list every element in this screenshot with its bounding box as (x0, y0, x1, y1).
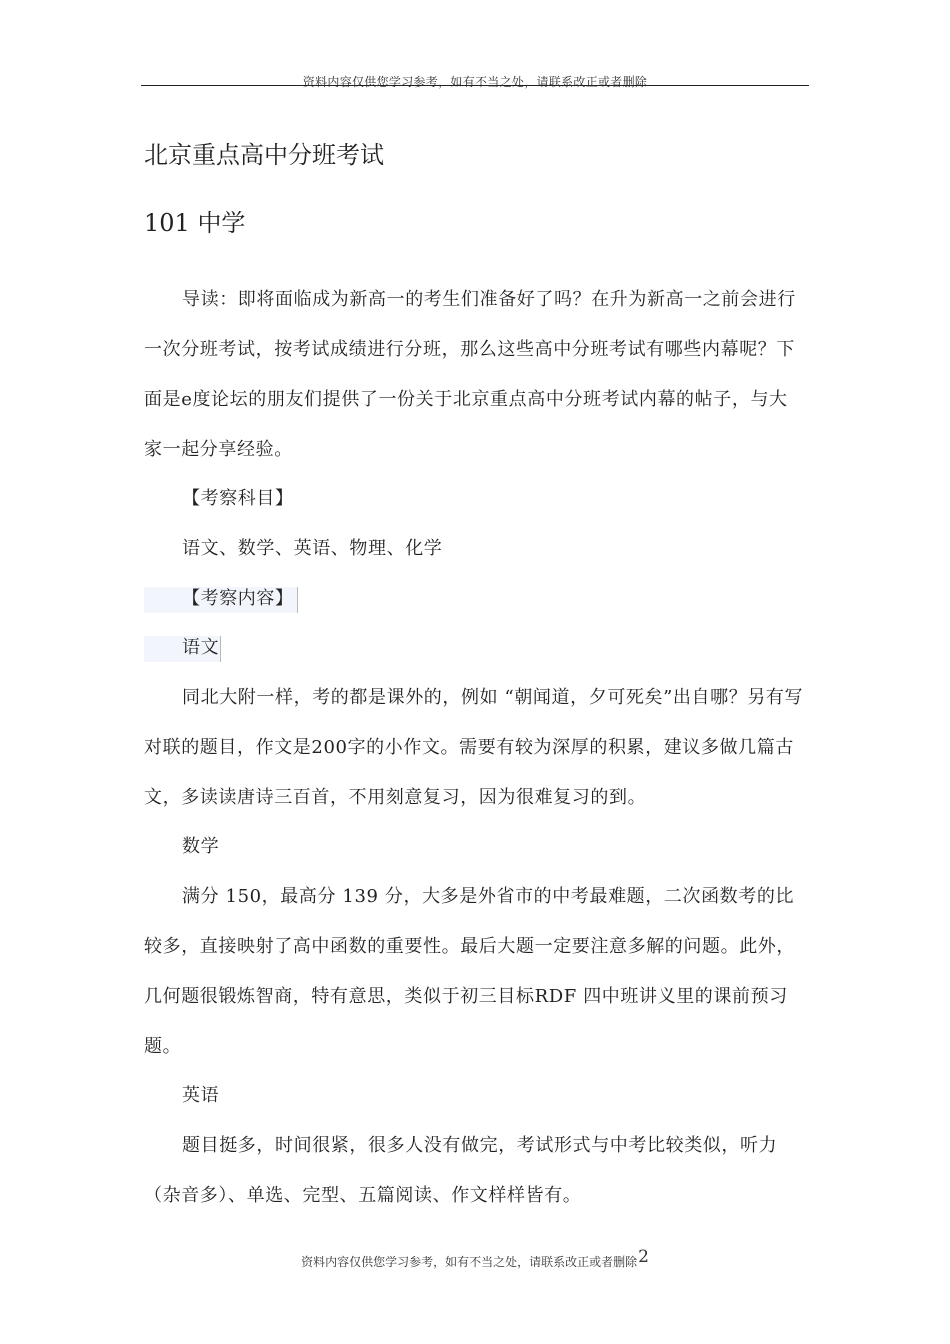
subjects-heading: 【考察科目】 (182, 488, 294, 509)
chinese-paragraph: 同北大附一样，考的都是课外的，例如 “朝闻道，夕可死矣”出自哪？另有写对联的题目，作文是200字的小作文。需要有较为深厚的积累，建议多做几篇古文，多读读唐诗三百首，不用刻意复习，因为很难复习的到。 (144, 687, 804, 808)
math-paragraph: 满分 150，最高分 139 分，大多是外省市的中考最难题，二次函数考的比较多，直接映射了高中函数的重要性。最后大题一定要注意多解的问题。此外，几何题很锻炼智商，特有意思，类似于初三目标RDF 四中班讲义里的课前预习题。 (144, 886, 795, 1057)
chinese-heading: 语文 (182, 637, 220, 658)
english-paragraph: 题目挺多，时间很紧，很多人没有做完，考试形式与中考比较类似，听力（杂音多）、单选、完型、五篇阅读、作文样样皆有。 (144, 1135, 778, 1206)
intro-paragraph: 导读：即将面临成为新高一的考生们准备好了吗？在升为新高一之前会进行一次分班考试，按考试成绩进行分班，那么这些高中分班考试有哪些内幕呢？下面是e度论坛的朋友们提供了一份关于北京重点高中分班考试内幕的帖子，与大家一起分享经验。 (144, 289, 796, 460)
footer-text: 资料内容仅供您学习参考，如有不当之处，请联系改正或者删除 (301, 1255, 638, 1269)
header-rule (141, 85, 809, 86)
page-footer (0, 1247, 950, 1271)
header-text: 资料内容仅供您学习参考，如有不当之处，请联系改正或者删除 (302, 75, 648, 89)
math-heading: 数学 (182, 836, 220, 857)
document-title: 北京重点高中分班考试 (144, 141, 384, 169)
english-heading: 英语 (182, 1085, 220, 1106)
content-heading: 【考察内容】 (182, 588, 294, 609)
page-number: 2 (638, 1247, 649, 1267)
subjects-list: 语文、数学、英语、物理、化学 (182, 538, 443, 559)
school-heading: 101 中学 (144, 209, 246, 237)
